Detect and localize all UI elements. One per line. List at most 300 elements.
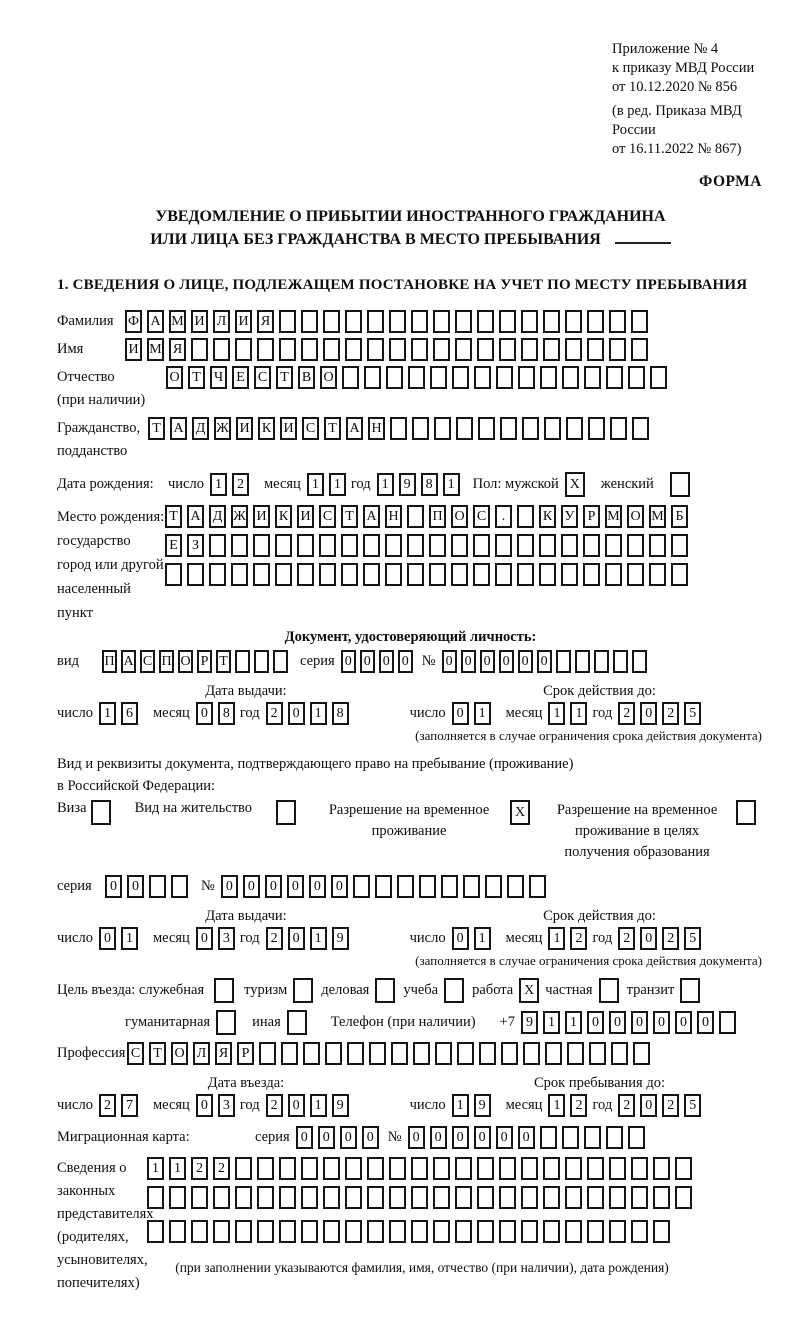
char-cell: [147, 1186, 164, 1209]
char-cell: [253, 534, 270, 557]
birth-month-cells: [307, 473, 351, 496]
char-cell: М: [605, 505, 622, 528]
char-cell: Т: [148, 417, 165, 440]
char-cell: [345, 1220, 362, 1243]
sex-female-checkbox: [670, 472, 690, 497]
doc-type-cells: [102, 650, 292, 673]
char-cell: 0: [430, 1126, 447, 1149]
char-cell: [433, 1157, 450, 1180]
page-title: [57, 205, 764, 251]
phone-prefix: +7: [499, 1014, 515, 1030]
char-cell: К: [275, 505, 292, 528]
char-cell: [389, 1220, 406, 1243]
char-cell: [301, 1157, 318, 1180]
char-cell: [627, 563, 644, 586]
surname-label: Фамилия: [57, 313, 114, 329]
char-cell: [325, 1042, 342, 1065]
representatives-cells-2: [147, 1186, 697, 1209]
char-cell: 0: [518, 1126, 535, 1149]
char-cell: [565, 338, 582, 361]
char-cell: 1: [169, 1157, 186, 1180]
char-cell: И: [297, 505, 314, 528]
char-cell: 0: [265, 875, 282, 898]
char-cell: [562, 366, 579, 389]
birth-place-row: [57, 505, 764, 625]
profession-label: Профессия: [57, 1045, 126, 1061]
char-cell: [231, 534, 248, 557]
char-cell: Т: [165, 505, 182, 528]
char-cell: [191, 338, 208, 361]
char-cell: [477, 1220, 494, 1243]
private-label: частная: [545, 982, 593, 998]
char-cell: [411, 1186, 428, 1209]
char-cell: [257, 1157, 274, 1180]
char-cell: [275, 534, 292, 557]
birth-year-cells: [377, 473, 465, 496]
char-cell: [609, 310, 626, 333]
res-expiry-day-cells: [452, 927, 496, 950]
char-cell: 0: [127, 875, 144, 898]
char-cell: [367, 310, 384, 333]
temp-residence-edu-checkbox: [736, 800, 756, 825]
char-cell: М: [169, 310, 186, 333]
char-cell: К: [258, 417, 275, 440]
char-cell: [363, 534, 380, 557]
char-cell: [235, 338, 252, 361]
char-cell: А: [147, 310, 164, 333]
res-expiry-month-cells: [548, 927, 592, 950]
birth-date-label: Дата рождения:: [57, 476, 154, 492]
char-cell: П: [159, 650, 174, 673]
char-cell: [367, 1220, 384, 1243]
char-cell: [301, 338, 318, 361]
birth-place-cells-2: [165, 534, 693, 557]
char-cell: Ф: [125, 310, 142, 333]
birth-place-cells-1: [165, 505, 693, 528]
char-cell: [213, 338, 230, 361]
char-cell: [441, 875, 458, 898]
char-cell: [429, 534, 446, 557]
char-cell: [363, 563, 380, 586]
char-cell: [434, 417, 451, 440]
char-cell: 9: [521, 1011, 538, 1034]
char-cell: [496, 366, 513, 389]
id-expiry-year-cells: [618, 702, 706, 725]
representatives-note: (при заполнении указываются фамилия, имя, отчество (при наличии), дата рождения): [175, 1260, 669, 1275]
doc-type-label: вид: [57, 653, 79, 669]
char-cell: 1: [210, 473, 227, 496]
char-cell: [455, 1157, 472, 1180]
char-cell: 0: [288, 702, 305, 725]
char-cell: [303, 1042, 320, 1065]
appendix-block: [612, 40, 764, 159]
char-cell: 2: [662, 1094, 679, 1117]
char-cell: [583, 563, 600, 586]
char-cell: 0: [288, 1094, 305, 1117]
id-expiry-day-cells: [452, 702, 496, 725]
sex-male-checkbox: X: [565, 472, 585, 497]
char-cell: М: [649, 505, 666, 528]
char-cell: [478, 417, 495, 440]
char-cell: [517, 505, 534, 528]
char-cell: 1: [310, 1094, 327, 1117]
char-cell: 8: [332, 702, 349, 725]
char-cell: А: [121, 650, 136, 673]
char-cell: [397, 875, 414, 898]
char-cell: А: [346, 417, 363, 440]
char-cell: [632, 417, 649, 440]
char-cell: [605, 534, 622, 557]
char-cell: 1: [147, 1157, 164, 1180]
char-cell: [389, 310, 406, 333]
char-cell: [633, 1042, 650, 1065]
char-cell: [544, 417, 561, 440]
char-cell: [389, 338, 406, 361]
char-cell: [165, 563, 182, 586]
char-cell: Е: [232, 366, 249, 389]
char-cell: Ж: [214, 417, 231, 440]
char-cell: 0: [496, 1126, 513, 1149]
char-cell: [407, 505, 424, 528]
char-cell: И: [191, 310, 208, 333]
char-cell: Р: [237, 1042, 254, 1065]
issue-date-header: Дата выдачи:: [205, 908, 287, 924]
char-cell: 2: [266, 1094, 283, 1117]
char-cell: [583, 534, 600, 557]
stay-year-cells: [618, 1094, 706, 1117]
char-cell: И: [125, 338, 142, 361]
char-cell: 2: [570, 1094, 587, 1117]
char-cell: [235, 1220, 252, 1243]
series-label: серия: [255, 1129, 290, 1145]
residence-permit-label: Вид на жительство: [134, 800, 253, 816]
char-cell: [485, 875, 502, 898]
char-cell: [587, 1157, 604, 1180]
res-issue-day-cells: [99, 927, 143, 950]
birth-place-label: Место рождения: государство город или другой населенный пункт: [57, 509, 165, 621]
phone-label: Телефон (при наличии): [330, 1014, 476, 1030]
char-cell: И: [280, 417, 297, 440]
char-cell: [561, 534, 578, 557]
char-cell: [495, 534, 512, 557]
char-cell: [562, 1126, 579, 1149]
char-cell: 0: [408, 1126, 425, 1149]
char-cell: 1: [452, 1094, 469, 1117]
char-cell: [521, 1220, 538, 1243]
char-cell: [455, 1220, 472, 1243]
char-cell: [543, 1186, 560, 1209]
char-cell: [429, 563, 446, 586]
char-cell: [411, 1220, 428, 1243]
res-dates-headers: [57, 908, 764, 925]
char-cell: Т: [324, 417, 341, 440]
visa-checkbox: [91, 800, 111, 825]
number-label: №: [387, 1129, 402, 1145]
char-cell: Я: [169, 338, 186, 361]
char-cell: С: [473, 505, 490, 528]
char-cell: [457, 1042, 474, 1065]
char-cell: [319, 563, 336, 586]
char-cell: [257, 1220, 274, 1243]
number-label: №: [201, 878, 215, 894]
char-cell: [610, 417, 627, 440]
char-cell: [187, 563, 204, 586]
char-cell: [653, 1220, 670, 1243]
char-cell: [451, 534, 468, 557]
char-cell: 1: [121, 927, 138, 950]
char-cell: [587, 1220, 604, 1243]
char-cell: [653, 1157, 670, 1180]
char-cell: [556, 650, 571, 673]
char-cell: [385, 563, 402, 586]
tourism-label: туризм: [244, 982, 288, 998]
char-cell: [499, 310, 516, 333]
id-issue-day-cells: [99, 702, 143, 725]
char-cell: 0: [379, 650, 394, 673]
char-cell: [323, 310, 340, 333]
char-cell: 0: [461, 650, 476, 673]
res-issue-year-cells: [266, 927, 354, 950]
char-cell: [257, 1186, 274, 1209]
char-cell: [477, 1157, 494, 1180]
char-cell: 5: [684, 702, 701, 725]
char-cell: [297, 563, 314, 586]
char-cell: П: [429, 505, 446, 528]
char-cell: 0: [221, 875, 238, 898]
char-cell: [653, 1186, 670, 1209]
char-cell: 0: [640, 702, 657, 725]
char-cell: [408, 366, 425, 389]
char-cell: С: [127, 1042, 144, 1065]
expiry-date-header: Срок действия до:: [543, 908, 656, 924]
res-issue-month-cells: [196, 927, 240, 950]
char-cell: [631, 1157, 648, 1180]
char-cell: [297, 534, 314, 557]
char-cell: Л: [193, 1042, 210, 1065]
char-cell: [613, 650, 628, 673]
char-cell: 6: [121, 702, 138, 725]
char-cell: [584, 366, 601, 389]
stay-day-cells: [452, 1094, 496, 1117]
char-cell: С: [140, 650, 155, 673]
char-cell: 0: [452, 927, 469, 950]
char-cell: [149, 875, 166, 898]
char-cell: [254, 650, 269, 673]
res-dates-row: [57, 927, 764, 950]
char-cell: 0: [196, 927, 213, 950]
char-cell: [435, 1042, 452, 1065]
citizenship-label: Гражданство, подданство: [57, 420, 141, 459]
work-label: работа: [472, 982, 514, 998]
char-cell: 7: [121, 1094, 138, 1117]
char-cell: [522, 417, 539, 440]
char-cell: [407, 534, 424, 557]
char-cell: [171, 875, 188, 898]
id-doc-heading: Документ, удостоверяющий личность:: [284, 629, 537, 645]
citizenship-cells: [148, 417, 654, 440]
char-cell: [561, 563, 578, 586]
year-label: год: [350, 476, 371, 492]
char-cell: 9: [474, 1094, 491, 1117]
char-cell: [257, 338, 274, 361]
char-cell: [430, 366, 447, 389]
char-cell: [521, 1186, 538, 1209]
char-cell: 1: [443, 473, 460, 496]
representatives-label: Сведения о законных представителях (родителях, усыновителях, попечителях): [57, 1160, 154, 1291]
char-cell: 0: [640, 927, 657, 950]
char-cell: [609, 338, 626, 361]
char-cell: [540, 1126, 557, 1149]
char-cell: [235, 650, 250, 673]
given-name-row: [57, 338, 764, 361]
char-cell: И: [236, 417, 253, 440]
char-cell: [433, 1220, 450, 1243]
char-cell: 9: [332, 1094, 349, 1117]
char-cell: [671, 534, 688, 557]
id-issue-year-cells: [266, 702, 354, 725]
char-cell: [474, 366, 491, 389]
char-cell: Л: [213, 310, 230, 333]
char-cell: [273, 650, 288, 673]
char-cell: 2: [266, 927, 283, 950]
char-cell: Ж: [231, 505, 248, 528]
temp-residence-label: Разрешение на временное проживание: [328, 802, 490, 839]
day-label: число: [168, 476, 204, 492]
migration-series-cells: [296, 1126, 384, 1149]
char-cell: 0: [452, 1126, 469, 1149]
char-cell: [279, 338, 296, 361]
char-cell: [649, 563, 666, 586]
char-cell: К: [539, 505, 556, 528]
char-cell: 0: [653, 1011, 670, 1034]
char-cell: М: [147, 338, 164, 361]
char-cell: 1: [377, 473, 394, 496]
char-cell: [473, 534, 490, 557]
temp-residence-checkbox: X: [510, 800, 530, 825]
series-label: серия: [57, 878, 92, 894]
char-cell: [367, 1186, 384, 1209]
char-cell: З: [187, 534, 204, 557]
char-cell: [499, 338, 516, 361]
char-cell: [587, 1186, 604, 1209]
char-cell: [413, 1042, 430, 1065]
char-cell: [521, 1157, 538, 1180]
month-label: месяц: [505, 705, 543, 721]
char-cell: Б: [671, 505, 688, 528]
char-cell: 1: [570, 702, 587, 725]
char-cell: [543, 338, 560, 361]
char-cell: 0: [675, 1011, 692, 1034]
char-cell: [169, 1186, 186, 1209]
char-cell: Н: [385, 505, 402, 528]
purpose-title-label: Цель въезда: служебная: [57, 982, 205, 998]
appendix-line: к приказу МВД России: [612, 60, 755, 76]
transit-checkbox: [680, 978, 700, 1003]
char-cell: 1: [329, 473, 346, 496]
char-cell: 1: [310, 927, 327, 950]
stay-month-cells: [548, 1094, 592, 1117]
char-cell: А: [187, 505, 204, 528]
study-checkbox: [444, 978, 464, 1003]
char-cell: О: [166, 366, 183, 389]
char-cell: [565, 1220, 582, 1243]
char-cell: Я: [215, 1042, 232, 1065]
char-cell: [231, 563, 248, 586]
transit-label: транзит: [626, 982, 675, 998]
year-label: год: [592, 1097, 613, 1113]
char-cell: 0: [196, 702, 213, 725]
series-label: серия: [300, 653, 335, 669]
char-cell: [385, 534, 402, 557]
char-cell: [499, 1157, 516, 1180]
official-checkbox: [214, 978, 234, 1003]
char-cell: [213, 1186, 230, 1209]
purpose-row-2: [57, 1010, 764, 1035]
birth-day-cells: [210, 473, 254, 496]
char-cell: [671, 563, 688, 586]
char-cell: 1: [474, 927, 491, 950]
char-cell: .: [495, 505, 512, 528]
char-cell: [279, 310, 296, 333]
char-cell: 0: [331, 875, 348, 898]
char-cell: Т: [188, 366, 205, 389]
char-cell: [367, 1157, 384, 1180]
id-number-cells: [442, 650, 651, 673]
char-cell: 0: [287, 875, 304, 898]
day-label: число: [57, 930, 93, 946]
char-cell: [543, 1220, 560, 1243]
char-cell: [456, 417, 473, 440]
char-cell: 0: [243, 875, 260, 898]
char-cell: 3: [218, 927, 235, 950]
char-cell: И: [253, 505, 270, 528]
day-label: число: [57, 1097, 93, 1113]
char-cell: [323, 1157, 340, 1180]
char-cell: 0: [309, 875, 326, 898]
migration-card-row: [57, 1126, 764, 1149]
year-label: год: [239, 930, 260, 946]
representatives-row: [57, 1157, 764, 1295]
char-cell: [575, 650, 590, 673]
char-cell: 1: [99, 702, 116, 725]
char-cell: [521, 310, 538, 333]
char-cell: [609, 1220, 626, 1243]
char-cell: 0: [452, 702, 469, 725]
char-cell: 2: [662, 927, 679, 950]
day-label: число: [57, 705, 93, 721]
char-cell: Т: [276, 366, 293, 389]
char-cell: [323, 1220, 340, 1243]
char-cell: [389, 1157, 406, 1180]
char-cell: Р: [583, 505, 600, 528]
month-label: месяц: [152, 705, 190, 721]
char-cell: У: [561, 505, 578, 528]
humanitarian-label: гуманитарная: [125, 1014, 211, 1030]
char-cell: 0: [518, 650, 533, 673]
char-cell: [628, 1126, 645, 1149]
char-cell: [369, 1042, 386, 1065]
migration-number-cells: [408, 1126, 650, 1149]
char-cell: [627, 534, 644, 557]
private-checkbox: [599, 978, 619, 1003]
char-cell: 0: [631, 1011, 648, 1034]
given-name-cells: [125, 338, 653, 361]
char-cell: [386, 366, 403, 389]
char-cell: [565, 310, 582, 333]
char-cell: [587, 338, 604, 361]
char-cell: [279, 1186, 296, 1209]
year-label: год: [239, 705, 260, 721]
